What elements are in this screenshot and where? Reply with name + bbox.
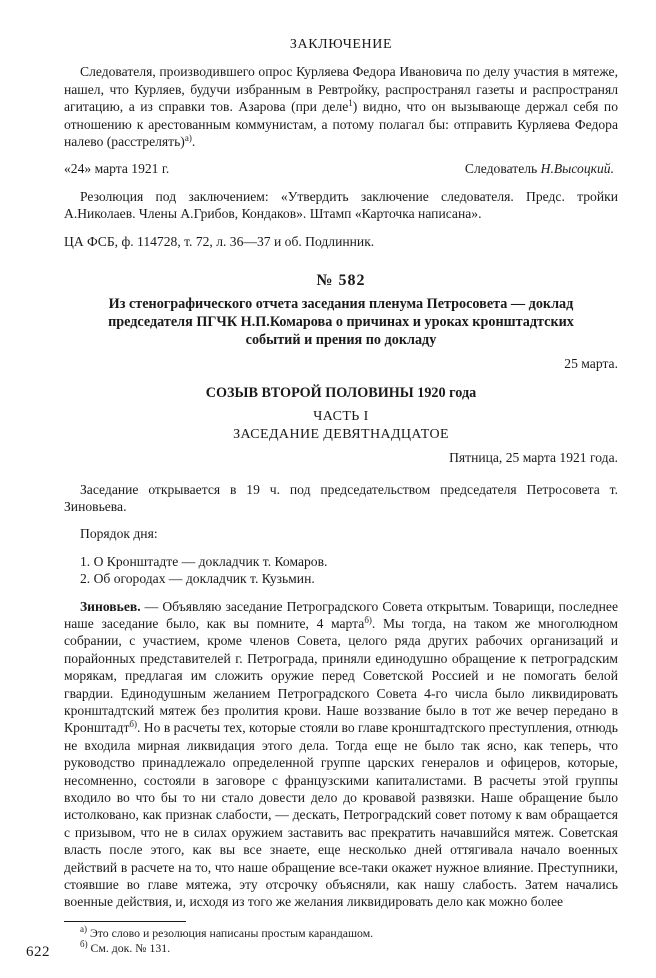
session-opening: Заседание открывается в 19 ч. под председательством председателя Петросовета т. Зиновьева. bbox=[64, 481, 618, 514]
archive-reference: ЦА ФСБ, ф. 114728, т. 72, л. 36—37 и об. Подлинник. bbox=[64, 233, 375, 249]
document-page bbox=[64, 36, 618, 956]
footnote-ref-b: б) bbox=[364, 614, 372, 625]
speech-text-2: . Мы тогда, на таком же многолюдном собрании, с участием, кроме членов Совета, целого ряда других рабочих организаций и порайонных представителей г. Петрограда, приняли единодушно обращение к петроградским морякам, предлагая им сложить оружие перед Советской Россией и не помогать белой гвардии. Единодушным желанием Петроградского Совета 4-го числа было ликвидировать кронштадтский мятеж без пролития крови. Наше воззвание было в тот же вечер передано в Кронштадт bbox=[64, 615, 619, 736]
speech-text-1: — Объявляю заседание Петроградского Совета открытым. Товарищи, последнее наше заседание было, как вы помните, 4 марта bbox=[64, 598, 618, 631]
footnote-mark: б) bbox=[80, 938, 88, 949]
page-number: 622 bbox=[26, 944, 50, 960]
footnote-text: См. док. № 131. bbox=[87, 940, 171, 955]
agenda-item: 1. О Кронштадте — докладчик т. Комаров. bbox=[80, 553, 328, 569]
footnote-ref-b: б) bbox=[129, 719, 137, 730]
conclusion-title: ЗАКЛЮЧЕНИЕ bbox=[289, 37, 393, 52]
agenda-title: Порядок дня: bbox=[80, 526, 158, 542]
agenda-item: 2. Об огородах — докладчик т. Кузьмин. bbox=[80, 571, 315, 587]
speaker-name: Зиновьев. bbox=[80, 598, 141, 614]
footnote-text: Это слово и резолюция написаны простым карандашом. bbox=[87, 925, 374, 940]
investigator-name: Н.Высоцкий. bbox=[540, 161, 614, 177]
footnote-mark: а) bbox=[80, 923, 87, 934]
part-heading: ЧАСТЬ I bbox=[313, 409, 369, 425]
resolution-text: Резолюция под заключением: «Утвердить заключение следователя. Предс. тройки А.Николаев. Члены А.Грибов, Кондаков». Штамп «Карточка написана». bbox=[64, 188, 618, 222]
conclusion-signature-row bbox=[64, 160, 618, 177]
document-title: Из стенографического отчета заседания пленума Петросовета — доклад председателя ПГЧК Н.П.Комарова о причинах и уроках кронштадтских событий и прения по докладу bbox=[108, 296, 574, 349]
conclusion-body-text-2: ) видно, что он вызывающе держал себя по отношению к арестованным коммунистам, а потому полагал бы: отправить Курляева Федора налево (расстрелять) bbox=[64, 99, 619, 150]
conclusion-body bbox=[64, 63, 618, 150]
investigator-signature bbox=[465, 160, 618, 177]
convocation-heading: СОЗЫВ ВТОРОЙ ПОЛОВИНЫ 1920 года bbox=[205, 384, 477, 401]
footnote-ref-a: а) bbox=[184, 133, 192, 144]
footnote-ref-1: 1 bbox=[348, 98, 353, 109]
session-heading: ЗАСЕДАНИЕ ДЕВЯТНАДЦАТОЕ bbox=[233, 426, 449, 442]
speech-paragraph bbox=[64, 598, 618, 911]
document-date: 25 марта. bbox=[564, 356, 618, 372]
conclusion-date: «24» марта 1921 г. bbox=[64, 161, 170, 177]
conclusion-body-text-3: . bbox=[191, 134, 196, 150]
footnote-divider bbox=[64, 921, 186, 922]
session-date: Пятница, 25 марта 1921 года. bbox=[449, 450, 618, 466]
footnote-b bbox=[64, 938, 618, 956]
agenda-list bbox=[64, 553, 618, 588]
document-number: № 582 bbox=[316, 272, 366, 290]
investigator-label: Следователь bbox=[464, 161, 541, 177]
footnote-a bbox=[64, 923, 618, 941]
speech-text-3: . Но в расчеты тех, которые стояли во главе кронштадтского преступления, отнюдь не входила мирная ликвидация этого дела. Тогда еще не было так ясно, как теперь, что руководство принадлежало определенной группе царских генералов и офицеров, которые, несомненно, состояли в заговоре с французскими капиталистами. В расчеты этой группы входило во что бы то ни стало довести дело до кровавой развязки. Наше обращение было истолковано, как признак слабости, — дескать, Петроградский совет потому к вам обращается с призывом, что не в силах оружием заставить вас прекратить начавшийся мятеж. Советская власть после этого, как вы все знаете, еще несколько дней оттягивала начало военных действий в расчете на то, что наше обращение все-таки окажет нужное влияние. Преступники, стоявшие во главе мятежа, эту отсрочку объясняли, как нашу слабость. Затем начались военные действия, и, исходя из того же желания ликвидировать дело как можно более bbox=[64, 720, 618, 910]
conclusion-body-text-1: Следователя, производившего опрос Курляева Федора Ивановича по делу участия в мятеже, нашел, что Курляев, будучи избранным в Ревтройку, распространял газеты и распространял агитацию, а из справки тов. Азарова (при деле bbox=[64, 64, 618, 115]
